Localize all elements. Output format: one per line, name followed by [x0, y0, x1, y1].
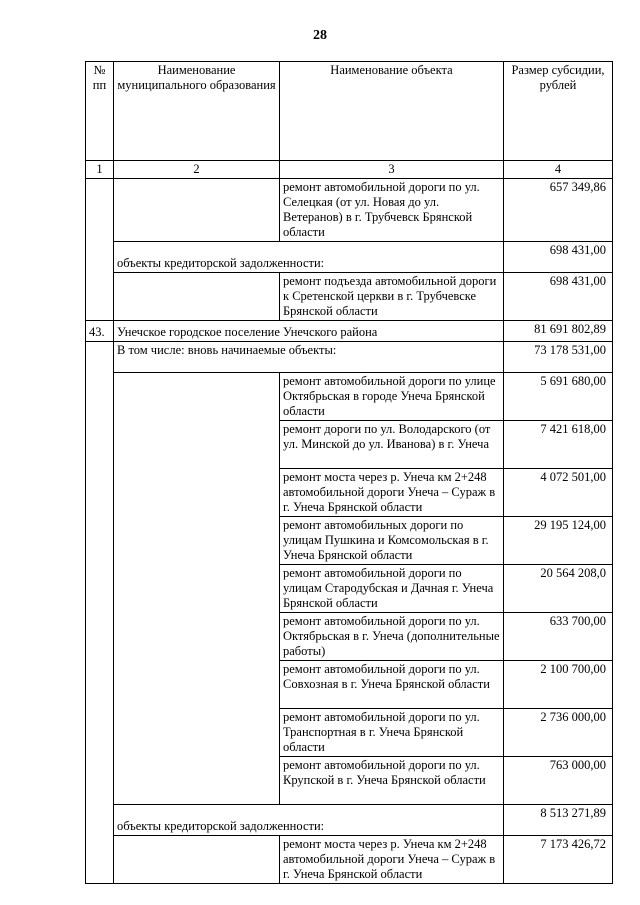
table-row	[86, 242, 613, 273]
column-number-row	[86, 161, 613, 179]
empty-cell	[86, 179, 114, 321]
table-row	[86, 179, 613, 242]
amount: 633 700,00	[504, 613, 613, 661]
amount: 73 178 531,00	[504, 342, 613, 373]
category-label: В том числе: вновь начинаемые объекты:	[114, 342, 504, 373]
amount: 7 173 426,72	[504, 836, 613, 884]
amount: 2 100 700,00	[504, 661, 613, 709]
header-col-object: Наименование объекта	[280, 62, 504, 161]
empty-cell	[114, 273, 280, 321]
header-col-amount: Размер субсидии, рублей	[504, 62, 613, 161]
table-row	[86, 273, 613, 321]
object-name: ремонт автомобильной дороги по ул. Крупской в г. Унеча Брянской области	[280, 757, 504, 805]
object-name: ремонт автомобильной дороги по ул. Транспортная в г. Унеча Брянской области	[280, 709, 504, 757]
table-row	[86, 373, 613, 421]
category-label: объекты кредиторской задолженности:	[114, 805, 504, 836]
amount: 20 564 208,0	[504, 565, 613, 613]
amount: 29 195 124,00	[504, 517, 613, 565]
empty-cell	[114, 836, 280, 884]
table-row	[86, 321, 613, 342]
column-number: 1	[86, 161, 114, 179]
amount: 4 072 501,00	[504, 469, 613, 517]
table-row	[86, 342, 613, 373]
empty-cell	[86, 342, 114, 884]
amount: 5 691 680,00	[504, 373, 613, 421]
page-number: 28	[313, 28, 327, 43]
header-col-number: № пп	[86, 62, 114, 161]
subsidy-table	[85, 61, 613, 884]
amount: 81 691 802,89	[504, 321, 613, 342]
object-name: ремонт подъезда автомобильной дороги к Сретенской церкви в г. Трубчевске Брянской области	[280, 273, 504, 321]
object-name: ремонт автомобильной дороги по ул. Октябрьская в г. Унеча (дополнительные работы)	[280, 613, 504, 661]
object-name: ремонт моста через р. Унеча км 2+248 автомобильной дороги Унеча – Сураж в г. Унеча Брянской области	[280, 836, 504, 884]
amount: 2 736 000,00	[504, 709, 613, 757]
column-number: 3	[280, 161, 504, 179]
table-header-row	[86, 62, 613, 161]
object-name: ремонт автомобильных дороги по улицам Пушкина и Комсомольская в г. Унеча Брянской области	[280, 517, 504, 565]
amount: 763 000,00	[504, 757, 613, 805]
header-col-municipality: Наименование муниципального образования	[114, 62, 280, 161]
object-name: ремонт моста через р. Унеча км 2+248 автомобильной дороги Унеча – Сураж в г. Унеча Брянской области	[280, 469, 504, 517]
amount: 657 349,86	[504, 179, 613, 242]
municipality-name: Унечское городское поселение Унечского района	[114, 321, 504, 342]
object-name: ремонт автомобильной дороги по улицам Стародубская и Дачная г. Унеча Брянской области	[280, 565, 504, 613]
object-name: ремонт автомобильной дороги по улице Октябрьская в городе Унеча Брянской области	[280, 373, 504, 421]
object-name: ремонт дороги по ул. Володарского (от ул. Минской до ул. Иванова) в г. Унеча	[280, 421, 504, 469]
column-number: 2	[114, 161, 280, 179]
amount: 698 431,00	[504, 273, 613, 321]
column-number: 4	[504, 161, 613, 179]
row-number: 43.	[86, 321, 114, 342]
empty-cell	[114, 179, 280, 242]
category-label: объекты кредиторской задолженности:	[114, 242, 504, 273]
table-row	[86, 836, 613, 884]
object-name: ремонт автомобильной дороги по ул. Селецкая (от ул. Новая до ул. Ветеранов) в г. Трубчевск Брянской области	[280, 179, 504, 242]
amount: 8 513 271,89	[504, 805, 613, 836]
object-name: ремонт автомобильной дороги по ул. Совхозная в г. Унеча Брянской области	[280, 661, 504, 709]
amount: 698 431,00	[504, 242, 613, 273]
table-row	[86, 805, 613, 836]
empty-cell	[114, 373, 280, 805]
amount: 7 421 618,00	[504, 421, 613, 469]
